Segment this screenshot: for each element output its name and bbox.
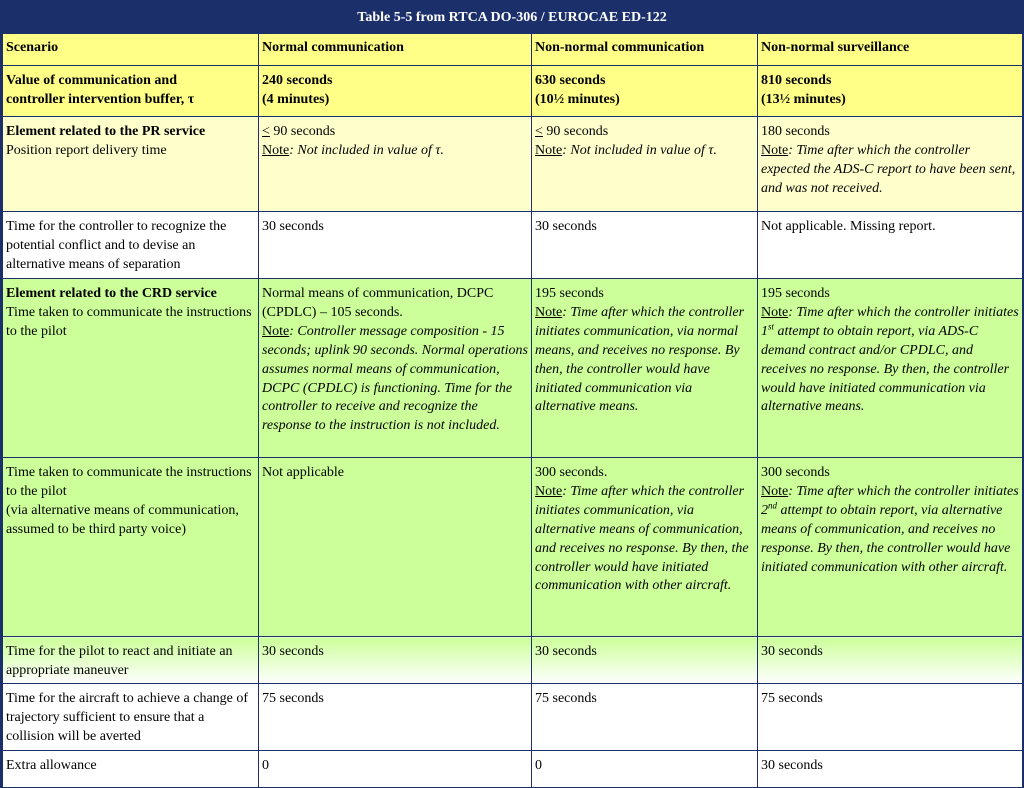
- note-label: Note: [761, 304, 789, 320]
- trajectory-normal: 75 seconds: [259, 684, 532, 751]
- alt-comm-non-normal-surv-note-b: attempt to obtain report, via alternative means of communication, and receives no response. By then, the controller would have initiated communication with other aircraft.: [761, 502, 1011, 575]
- buffer-non-normal-surv-minutes: (13½ minutes): [761, 91, 846, 107]
- table-header-row: [3, 34, 1023, 66]
- ordinal-suffix: st: [768, 321, 775, 332]
- note-label: Note: [535, 483, 563, 499]
- pr-non-normal-comm-value: 90 seconds: [542, 124, 609, 139]
- react-row: [3, 637, 1023, 684]
- note-label: Note: [535, 142, 563, 158]
- buffer-non-normal-surv-cell: [758, 66, 1023, 117]
- pr-service-row: [3, 117, 1023, 212]
- lte-symbol: <: [262, 124, 270, 139]
- extra-allowance-non-normal-comm: 0: [532, 751, 758, 788]
- extra-allowance-row: [3, 751, 1023, 788]
- crd-service-label: Time taken to communicate the instructions to the pilot: [6, 304, 252, 339]
- react-normal: 30 seconds: [259, 637, 532, 684]
- buffer-non-normal-surv-value: 810 seconds: [761, 73, 832, 88]
- alt-comm-non-normal-comm-note: : Time after which the controller initiates communication, via alternative means of communication, and receives no response. By then, the controller would have initiated communication with other aircraft.: [535, 483, 749, 594]
- pr-non-normal-comm-note: : Not included in value of τ.: [562, 142, 717, 158]
- react-label: Time for the pilot to react and initiate an appropriate maneuver: [3, 637, 259, 684]
- alt-comm-normal: Not applicable: [259, 458, 532, 637]
- header-non-normal-communication: Non-normal communication: [532, 34, 758, 66]
- trajectory-row: [3, 684, 1023, 751]
- trajectory-non-normal-surv: 75 seconds: [758, 684, 1023, 751]
- note-label: Note: [761, 483, 789, 499]
- extra-allowance-normal: 0: [259, 751, 532, 788]
- crd-non-normal-comm-value: 195 seconds: [535, 286, 604, 301]
- header-non-normal-surveillance: Non-normal surveillance: [758, 34, 1023, 66]
- crd-non-normal-surv-cell: [758, 279, 1023, 458]
- pr-non-normal-surv-note: : Time after which the controller expected the ADS-C report to have been sent, and was not received.: [761, 142, 1016, 196]
- pr-non-normal-comm-cell: [532, 117, 758, 212]
- pr-service-heading: Element related to the PR service: [6, 124, 206, 139]
- pr-non-normal-surv-value: 180 seconds: [761, 124, 830, 139]
- react-non-normal-comm: 30 seconds: [532, 637, 758, 684]
- crd-normal-cell: [259, 279, 532, 458]
- pr-normal-value: 90 seconds: [269, 124, 336, 139]
- react-non-normal-surv: 30 seconds: [758, 637, 1023, 684]
- buffer-label-line1: Value of communication and: [6, 73, 178, 88]
- note-label: Note: [262, 142, 290, 158]
- pr-service-label-cell: [3, 117, 259, 212]
- alt-comm-non-normal-comm-cell: [532, 458, 758, 637]
- alt-comm-non-normal-comm-value: 300 seconds.: [535, 465, 608, 480]
- buffer-label-line2: controller intervention buffer, τ: [6, 91, 195, 107]
- note-label: Note: [761, 142, 789, 158]
- recognize-label: Time for the controller to recognize the potential conflict and to devise an alternative means of separation: [3, 212, 259, 279]
- crd-service-label-cell: [3, 279, 259, 458]
- trajectory-label: Time for the aircraft to achieve a change of trajectory sufficient to ensure that a collision will be averted: [3, 684, 259, 751]
- crd-service-row: [3, 279, 1023, 458]
- table-title: Table 5-5 from RTCA DO-306 / EUROCAE ED-122: [0, 0, 1024, 33]
- extra-allowance-non-normal-surv: 30 seconds: [758, 751, 1023, 788]
- pr-non-normal-surv-cell: [758, 117, 1023, 212]
- alt-comm-row: [3, 458, 1023, 637]
- crd-non-normal-surv-note-a: : Time after which the controller initiates 1: [761, 304, 1019, 339]
- header-scenario: Scenario: [3, 34, 259, 66]
- recognize-non-normal-comm: 30 seconds: [532, 212, 758, 279]
- crd-non-normal-comm-note: : Time after which the controller initiates communication, via normal means, and receives no response. By then, the controller would have initiated communication via alternative means.: [535, 304, 745, 415]
- pr-service-label: Position report delivery time: [6, 142, 167, 158]
- buffer-normal-cell: [259, 66, 532, 117]
- crd-normal-value: Normal means of communication, DCPC (CPDLC) – 105 seconds.: [262, 286, 494, 320]
- pr-normal-note: : Not included in value of τ.: [289, 142, 444, 158]
- crd-non-normal-surv-value: 195 seconds: [761, 286, 830, 301]
- buffer-row: [3, 66, 1023, 117]
- buffer-normal-value: 240 seconds: [262, 73, 333, 88]
- buffer-non-normal-comm-minutes: (10½ minutes): [535, 91, 620, 107]
- buffer-normal-minutes: (4 minutes): [262, 91, 330, 107]
- ordinal-suffix: nd: [768, 500, 777, 511]
- crd-non-normal-surv-note-b: attempt to obtain report, via ADS-C demand contract and/or CPDLC, and receives no response. By then, the controller would have initiated communication via alternative means.: [761, 323, 1010, 415]
- pr-normal-cell: [259, 117, 532, 212]
- buffer-non-normal-comm-value: 630 seconds: [535, 73, 606, 88]
- buffer-non-normal-comm-cell: [532, 66, 758, 117]
- lte-symbol: <: [535, 124, 543, 139]
- crd-normal-note: : Controller message composition - 15 seconds; uplink 90 seconds. Normal operations assumes normal means of communication, DCPC (CPDLC) is functioning. Time for the controller to receive and recognize the response to the instruction is not included.: [262, 323, 528, 434]
- crd-service-heading: Element related to the CRD service: [6, 286, 217, 301]
- recognize-non-normal-surv: Not applicable. Missing report.: [758, 212, 1023, 279]
- note-label: Note: [535, 304, 563, 320]
- recognize-normal: 30 seconds: [259, 212, 532, 279]
- trajectory-non-normal-comm: 75 seconds: [532, 684, 758, 751]
- extra-allowance-label: Extra allowance: [3, 751, 259, 788]
- note-label: Note: [262, 323, 290, 339]
- alt-comm-label-1: Time taken to communicate the instructions to the pilot: [6, 465, 252, 499]
- header-normal-communication: Normal communication: [259, 34, 532, 66]
- alt-comm-label-cell: [3, 458, 259, 637]
- alt-comm-label-2: (via alternative means of communication, assumed to be third party voice): [6, 502, 239, 537]
- alt-comm-non-normal-surv-value: 300 seconds: [761, 465, 830, 480]
- crd-non-normal-comm-cell: [532, 279, 758, 458]
- recognize-row: [3, 212, 1023, 279]
- alt-comm-non-normal-surv-note-a: : Time after which the controller initiates 2: [761, 483, 1019, 518]
- buffer-label-cell: [3, 66, 259, 117]
- separation-buffer-table: [2, 33, 1023, 788]
- alt-comm-non-normal-surv-cell: [758, 458, 1023, 637]
